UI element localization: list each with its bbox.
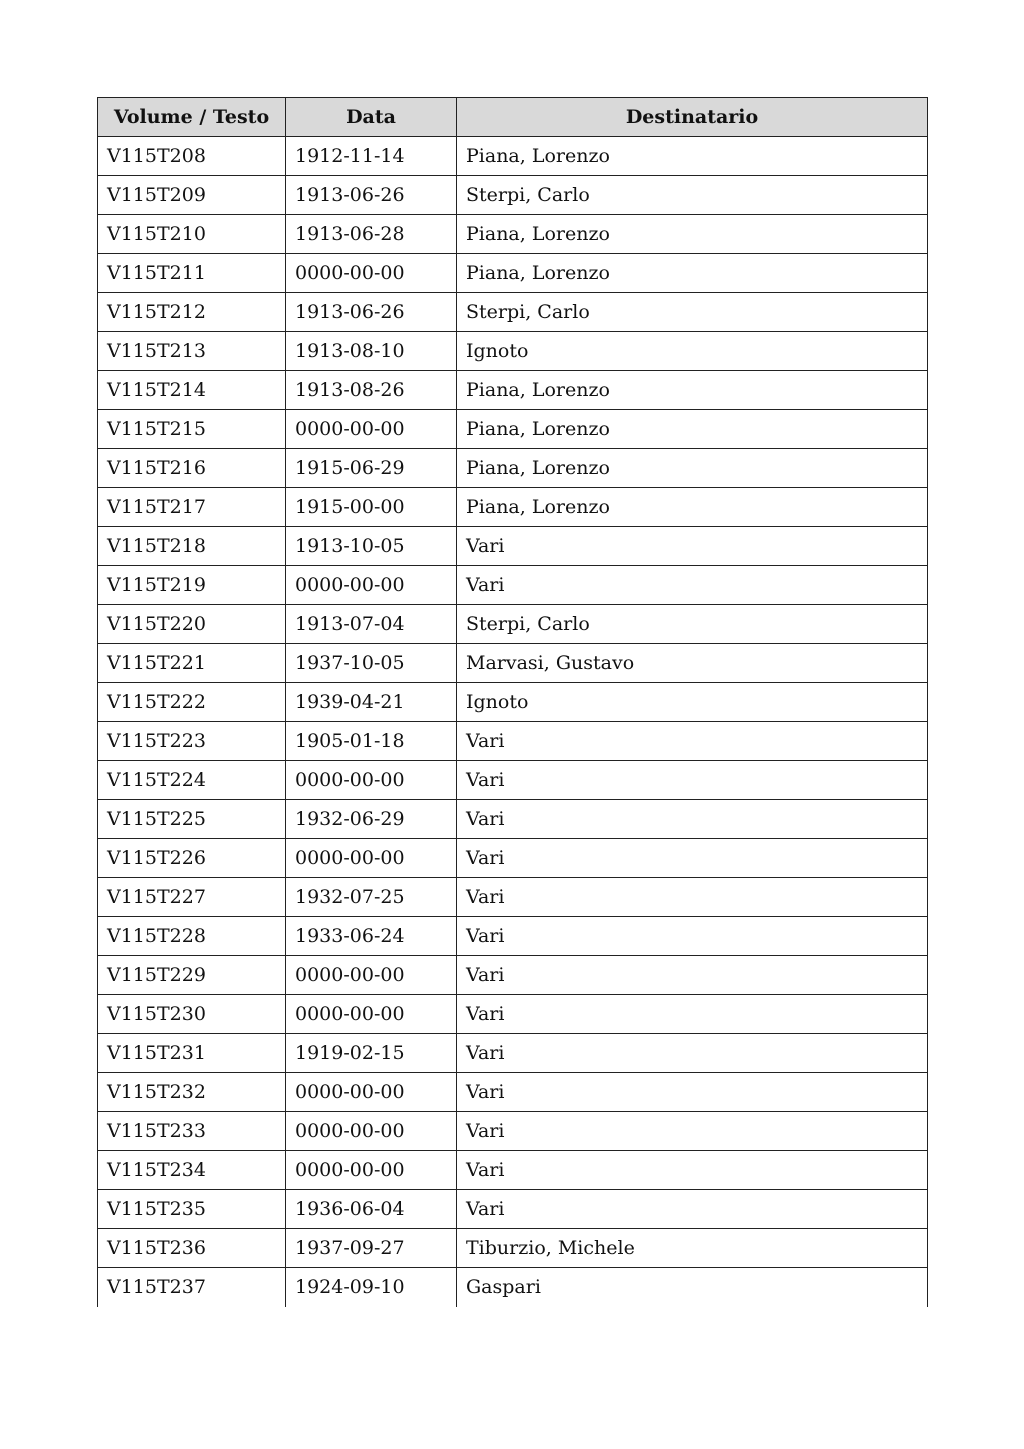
column-header-volume-testo: Volume / Testo	[98, 98, 286, 137]
cell-destinatario: Sterpi, Carlo	[457, 605, 928, 644]
cell-data: 1915-00-00	[286, 488, 457, 527]
cell-data: 1912-11-14	[286, 137, 457, 176]
cell-destinatario: Vari	[457, 1151, 928, 1190]
cell-data: 1913-06-26	[286, 293, 457, 332]
column-header-destinatario: Destinatario	[457, 98, 928, 137]
table-row	[98, 293, 928, 332]
cell-destinatario: Vari	[457, 1112, 928, 1151]
cell-volume-testo: V115T215	[98, 410, 286, 449]
table-row	[98, 605, 928, 644]
cell-destinatario: Sterpi, Carlo	[457, 176, 928, 215]
cell-destinatario: Vari	[457, 1034, 928, 1073]
cell-volume-testo: V115T237	[98, 1268, 286, 1307]
cell-data: 0000-00-00	[286, 1151, 457, 1190]
table-row	[98, 371, 928, 410]
cell-volume-testo: V115T232	[98, 1073, 286, 1112]
cell-volume-testo: V115T236	[98, 1229, 286, 1268]
table-row	[98, 1229, 928, 1268]
header-row	[98, 98, 928, 137]
table-row	[98, 917, 928, 956]
cell-volume-testo: V115T209	[98, 176, 286, 215]
cell-data: 1937-10-05	[286, 644, 457, 683]
cell-data: 0000-00-00	[286, 254, 457, 293]
cell-volume-testo: V115T228	[98, 917, 286, 956]
cell-data: 1915-06-29	[286, 449, 457, 488]
table-row	[98, 449, 928, 488]
table-row	[98, 800, 928, 839]
table-row	[98, 176, 928, 215]
cell-volume-testo: V115T235	[98, 1190, 286, 1229]
cell-destinatario: Vari	[457, 527, 928, 566]
cell-volume-testo: V115T222	[98, 683, 286, 722]
cell-data: 1905-01-18	[286, 722, 457, 761]
table-row	[98, 644, 928, 683]
cell-volume-testo: V115T233	[98, 1112, 286, 1151]
cell-volume-testo: V115T226	[98, 839, 286, 878]
cell-data: 1913-06-28	[286, 215, 457, 254]
table-row	[98, 254, 928, 293]
cell-destinatario: Piana, Lorenzo	[457, 410, 928, 449]
cell-destinatario: Vari	[457, 995, 928, 1034]
cell-volume-testo: V115T216	[98, 449, 286, 488]
cell-volume-testo: V115T208	[98, 137, 286, 176]
cell-data: 1936-06-04	[286, 1190, 457, 1229]
cell-destinatario: Piana, Lorenzo	[457, 215, 928, 254]
table-row	[98, 332, 928, 371]
table-row	[98, 137, 928, 176]
cell-destinatario: Vari	[457, 1190, 928, 1229]
cell-destinatario: Vari	[457, 1073, 928, 1112]
cell-volume-testo: V115T220	[98, 605, 286, 644]
table-body	[98, 137, 928, 1307]
cell-data: 1913-07-04	[286, 605, 457, 644]
cell-destinatario: Vari	[457, 761, 928, 800]
cell-data: 1932-07-25	[286, 878, 457, 917]
cell-data: 0000-00-00	[286, 410, 457, 449]
cell-data: 1913-08-26	[286, 371, 457, 410]
cell-destinatario: Ignoto	[457, 332, 928, 371]
cell-destinatario: Piana, Lorenzo	[457, 449, 928, 488]
cell-volume-testo: V115T213	[98, 332, 286, 371]
cell-destinatario: Piana, Lorenzo	[457, 137, 928, 176]
cell-volume-testo: V115T221	[98, 644, 286, 683]
cell-volume-testo: V115T230	[98, 995, 286, 1034]
cell-volume-testo: V115T212	[98, 293, 286, 332]
table-row	[98, 1268, 928, 1307]
table-header	[98, 98, 928, 137]
cell-destinatario: Piana, Lorenzo	[457, 371, 928, 410]
cell-volume-testo: V115T224	[98, 761, 286, 800]
cell-volume-testo: V115T223	[98, 722, 286, 761]
table-row	[98, 761, 928, 800]
cell-volume-testo: V115T225	[98, 800, 286, 839]
cell-volume-testo: V115T234	[98, 1151, 286, 1190]
table-row	[98, 566, 928, 605]
column-header-data: Data	[286, 98, 457, 137]
table-row	[98, 995, 928, 1034]
cell-data: 0000-00-00	[286, 1112, 457, 1151]
cell-data: 0000-00-00	[286, 1073, 457, 1112]
cell-volume-testo: V115T217	[98, 488, 286, 527]
cell-volume-testo: V115T229	[98, 956, 286, 995]
cell-destinatario: Piana, Lorenzo	[457, 488, 928, 527]
cell-volume-testo: V115T211	[98, 254, 286, 293]
cell-destinatario: Vari	[457, 839, 928, 878]
cell-volume-testo: V115T210	[98, 215, 286, 254]
table-row	[98, 1151, 928, 1190]
table-row	[98, 839, 928, 878]
cell-volume-testo: V115T231	[98, 1034, 286, 1073]
cell-data: 1913-06-26	[286, 176, 457, 215]
cell-data: 1932-06-29	[286, 800, 457, 839]
cell-destinatario: Vari	[457, 956, 928, 995]
cell-data: 1913-08-10	[286, 332, 457, 371]
cell-destinatario: Piana, Lorenzo	[457, 254, 928, 293]
cell-data: 0000-00-00	[286, 839, 457, 878]
cell-volume-testo: V115T227	[98, 878, 286, 917]
cell-data: 1924-09-10	[286, 1268, 457, 1307]
cell-data: 1937-09-27	[286, 1229, 457, 1268]
cell-data: 0000-00-00	[286, 995, 457, 1034]
table-row	[98, 410, 928, 449]
cell-data: 0000-00-00	[286, 761, 457, 800]
cell-data: 0000-00-00	[286, 956, 457, 995]
table-row	[98, 722, 928, 761]
cell-data: 0000-00-00	[286, 566, 457, 605]
cell-volume-testo: V115T219	[98, 566, 286, 605]
table-row	[98, 1034, 928, 1073]
cell-data: 1919-02-15	[286, 1034, 457, 1073]
table-row	[98, 956, 928, 995]
table-row	[98, 1190, 928, 1229]
cell-volume-testo: V115T214	[98, 371, 286, 410]
cell-destinatario: Ignoto	[457, 683, 928, 722]
table-row	[98, 488, 928, 527]
table-row	[98, 878, 928, 917]
letters-table	[97, 97, 928, 1307]
cell-destinatario: Marvasi, Gustavo	[457, 644, 928, 683]
cell-destinatario: Tiburzio, Michele	[457, 1229, 928, 1268]
table-row	[98, 1112, 928, 1151]
cell-destinatario: Vari	[457, 917, 928, 956]
cell-data: 1939-04-21	[286, 683, 457, 722]
table-row	[98, 527, 928, 566]
table-row	[98, 215, 928, 254]
cell-destinatario: Vari	[457, 878, 928, 917]
cell-data: 1933-06-24	[286, 917, 457, 956]
cell-destinatario: Sterpi, Carlo	[457, 293, 928, 332]
cell-destinatario: Gaspari	[457, 1268, 928, 1307]
cell-destinatario: Vari	[457, 566, 928, 605]
table-row	[98, 683, 928, 722]
table-row	[98, 1073, 928, 1112]
cell-destinatario: Vari	[457, 800, 928, 839]
cell-data: 1913-10-05	[286, 527, 457, 566]
cell-volume-testo: V115T218	[98, 527, 286, 566]
cell-destinatario: Vari	[457, 722, 928, 761]
